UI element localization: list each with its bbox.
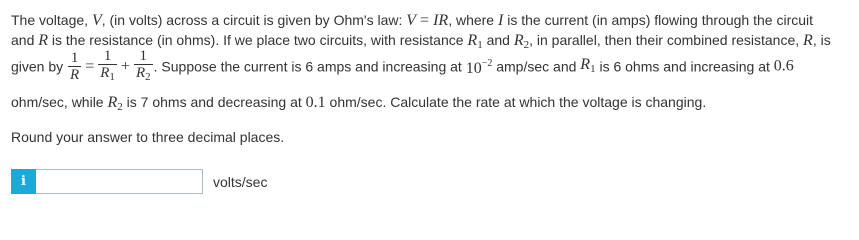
var-r1: $R_1$ [467,32,483,51]
var-r-combined: R [803,32,813,49]
fraction-one-over-r2: $\frac{1}{R_2}$ [135,48,151,83]
fraction-one-over-r1: $\frac{1}{R_1}$ [100,48,115,83]
units-label: volts/sec [213,174,268,190]
var-r2: $R_2$ [107,94,123,113]
var-v: V [91,12,102,29]
var-i: I [498,12,504,29]
rate-value-r1: 0.6 [773,57,794,75]
fraction-one-over-r: $\frac{1}{R}$ [70,50,80,83]
var-r1: $R_1$ [580,55,596,75]
var-r: R [38,32,49,49]
answer-input[interactable] [36,169,203,194]
ten-power-minus-two: $10^{-2}$ [465,58,493,77]
info-icon[interactable]: i [11,169,36,194]
problem-line-4: ohm/sec, while $R_2$ is 7 ohms and decreasing at 0.1 ohm/sec. Calculate the rate at which the voltage is changing. [11,94,707,113]
rounding-instruction: Round your answer to three decimal places. [11,129,285,145]
problem-line-3: given by $\frac{1}{R}$ = $\frac{1}{R_1}$ + $\frac{1}{R_2}$ . Suppose the current is 6 amps and increasing at $10^{-2}$ amp/sec and $R_1$ is 6 ohms and increasing at 0.6 [11,48,794,83]
var-r2: $R_2$ [513,32,530,51]
ohms-law-formula: V = IR [406,12,449,29]
problem-line-1: The voltage, V, (in volts) across a circuit is given by Ohm's law: V = IR, where I is the current (in amps) flowing through the circuit [11,12,814,29]
rate-value-r2: 0.1 [305,94,326,111]
problem-line-2: and R is the resistance (in ohms). If we place two circuits, with resistance $R_1$ and $R_2$, in parallel, then their combined resistance, R, is [11,32,831,51]
